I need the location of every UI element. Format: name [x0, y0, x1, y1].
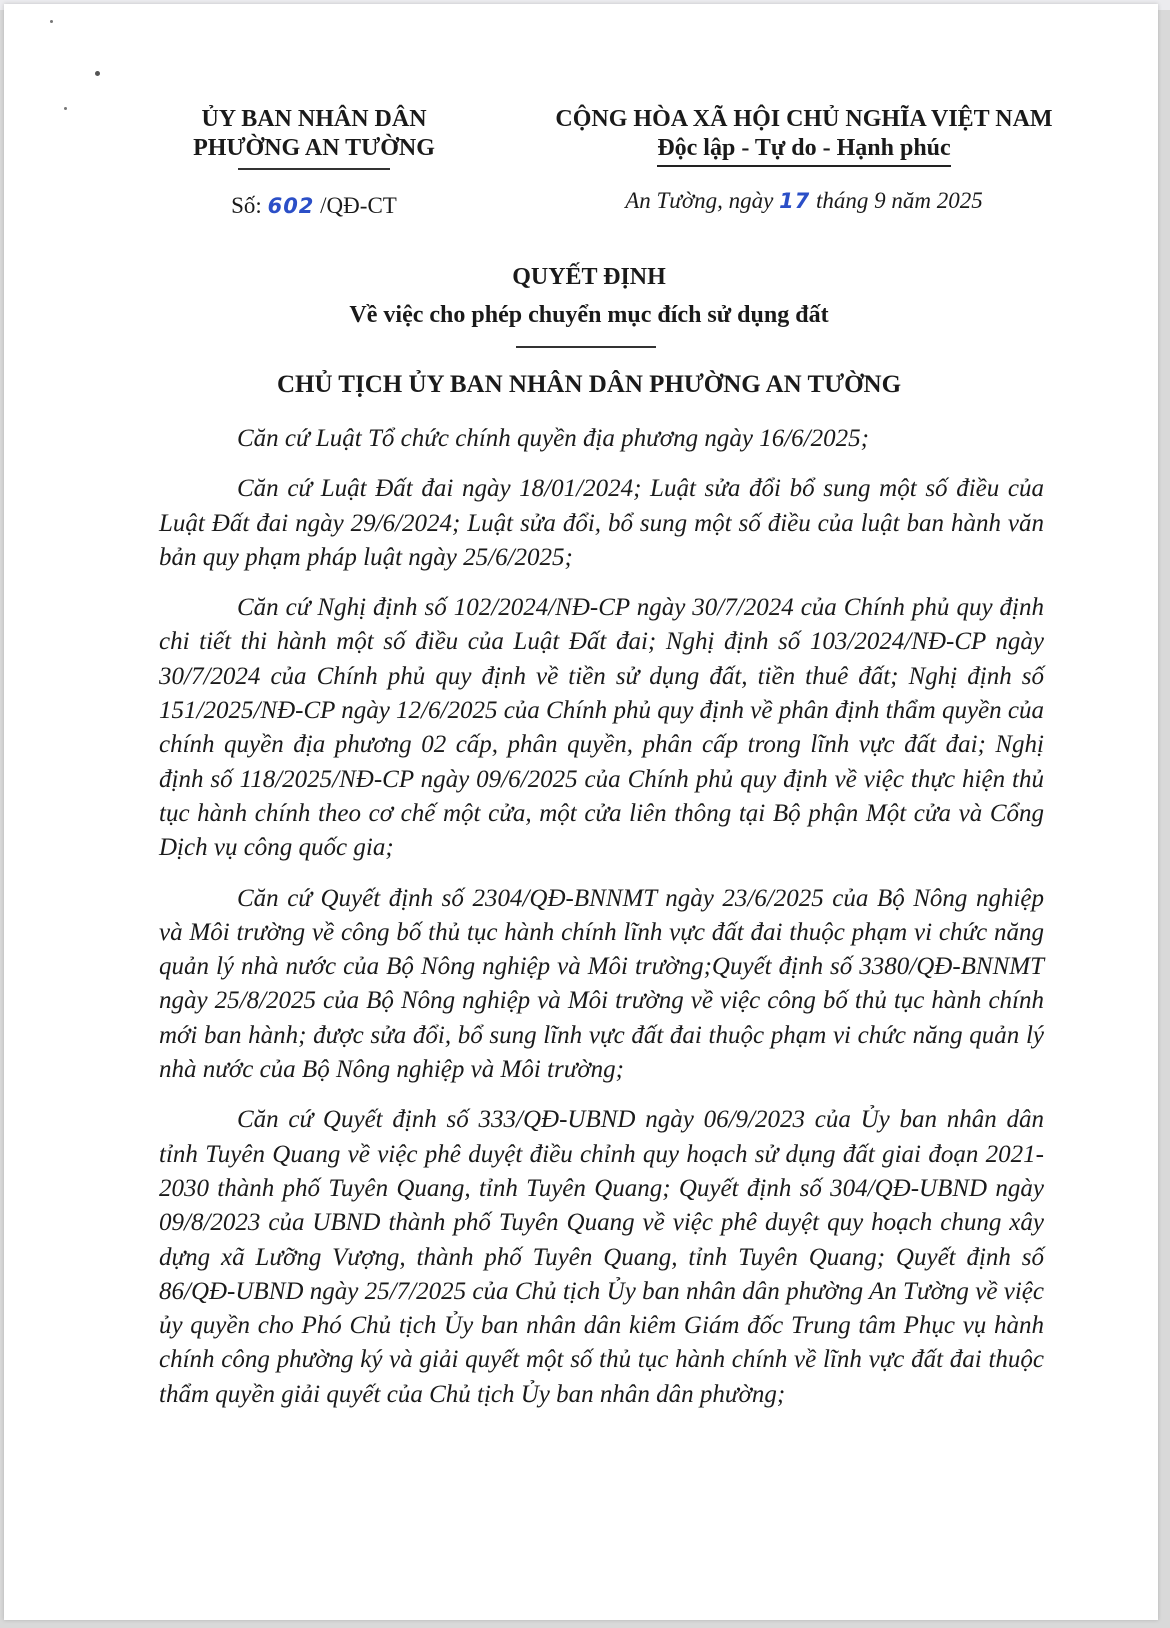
authority-line-1: ỦY BAN NHÂN DÂN: [201, 106, 427, 132]
handwritten-number: 602: [267, 194, 315, 218]
number-prefix: Số:: [231, 193, 268, 218]
document-page: [4, 4, 1158, 1620]
document-subtitle: Về việc cho phép chuyển mục đích sử dụng đất: [349, 302, 829, 328]
date-prefix: An Tường, ngày: [625, 188, 780, 213]
scan-speck: [50, 20, 53, 23]
authority-underline: [238, 168, 390, 170]
legal-basis-paragraph: Căn cứ Quyết định số 333/QĐ-UBND ngày 06/9/2023 của Ủy ban nhân dân tỉnh Tuyên Quang về việc phê duyệt điều chỉnh quy hoạch sử dụng đất giai đoạn 2021-2030 thành phố Tuyên Quang, tỉnh Tuyên Quang; Quyết định số 304/QĐ-UBND ngày 09/8/2023 của UBND thành phố Tuyên Quang về việc phê duyệt quy hoạch chung xây dựng xã Lưỡng Vượng, thành phố Tuyên Quang, tỉnh Tuyên Quang; Quyết định số 86/QĐ-UBND ngày 25/7/2025 của Chủ tịch Ủy ban nhân dân phường An Tường về việc ủy quyền cho Phó Chủ tịch Ủy ban nhân dân kiêm Giám đốc Trung tâm Phục vụ hành chính công phường ký và giải quyết một số thủ tục hành chính về lĩnh vực đất đai thuộc thẩm quyền giải quyết của Chủ tịch Ủy ban nhân dân phường;: [159, 1106, 1044, 1408]
legal-basis-paragraph: Căn cứ Quyết định số 2304/QĐ-BNNMT ngày 23/6/2025 của Bộ Nông nghiệp và Môi trường về công bố thủ tục hành chính lĩnh vực đất đai thuộc phạm vi chức năng quản lý nhà nước của Bộ Nông nghiệp và Môi trường;Quyết định số 3380/QĐ-BNNMT ngày 25/8/2025 của Bộ Nông nghiệp và Môi trường về việc công bố thủ tục hành chính mới ban hành; được sửa đổi, bổ sung lĩnh vực đất đai thuộc phạm vi chức năng quản lý nhà nước của Bộ Nông nghiệp và Môi trường;: [159, 884, 1044, 1084]
country-name: CỘNG HÒA XÃ HỘI CHỦ NGHĨA VIỆT NAM: [555, 106, 1053, 132]
number-suffix: /QĐ-CT: [314, 193, 397, 218]
legal-basis-paragraph: Căn cứ Luật Đất đai ngày 18/01/2024; Luật sửa đổi bổ sung một số điều của Luật Đất đai ngày 29/6/2024; Luật sửa đổi, bổ sung một số điều của luật ban hành văn bản quy phạm pháp luật ngày 25/6/2025;: [159, 475, 1044, 571]
scan-speck: [64, 107, 67, 110]
document-title: QUYẾT ĐỊNH: [512, 264, 666, 290]
legal-basis-paragraph: Căn cứ Luật Tổ chức chính quyền địa phương ngày 16/6/2025;: [237, 425, 869, 452]
issuing-authority-header: [154, 105, 474, 220]
handwritten-day: 17: [779, 189, 811, 213]
date-suffix: tháng 9 năm 2025: [810, 188, 983, 213]
scan-speck: [95, 71, 100, 76]
document-number: [154, 192, 474, 220]
legal-basis-section: [159, 422, 1044, 1428]
subtitle-underline: [516, 346, 656, 348]
signing-authority: CHỦ TỊCH ỦY BAN NHÂN DÂN PHƯỜNG AN TƯỜNG: [276, 371, 902, 398]
place-and-date: [509, 187, 1099, 215]
authority-line-2: PHƯỜNG AN TƯỜNG: [193, 135, 435, 161]
legal-basis-paragraph: Căn cứ Nghị định số 102/2024/NĐ-CP ngày 30/7/2024 của Chính phủ quy định chi tiết thi hành một số điều của Luật Đất đai; Nghị định số 103/2024/NĐ-CP ngày 30/7/2024 của Chính phủ quy định về tiền sử dụng đất, tiền thuê đất; Nghị định số 151/2025/NĐ-CP ngày 12/6/2025 của Chính phủ quy định về phân định thẩm quyền của chính quyền địa phương 02 cấp, phân quyền, phân cấp trong lĩnh vực đất đai; Nghị định số 118/2025/NĐ-CP ngày 09/6/2025 của Chính phủ quy định về việc thực hiện thủ tục hành chính theo cơ chế một cửa, một cửa liên thông tại Bộ phận Một cửa và Cổng Dịch vụ công quốc gia;: [159, 594, 1044, 862]
national-motto: Độc lập - Tự do - Hạnh phúc: [657, 134, 950, 167]
national-motto-header: [509, 105, 1099, 215]
